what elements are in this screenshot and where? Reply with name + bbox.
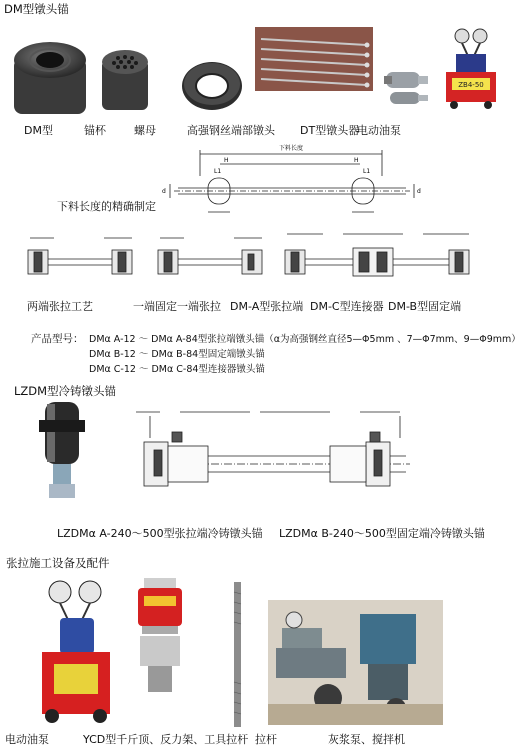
caption-dm-c: DM-C型连接器 — [310, 300, 384, 313]
label-dt-device: DT型镦头器 — [300, 124, 360, 137]
label-dm: DM型 — [24, 124, 53, 137]
dim-cut-length: 下料长度 — [278, 145, 304, 152]
model-line-b: DMα B-12 ～ DMα B-84型固定端镦头锚 — [89, 349, 265, 360]
tool-rod-photo — [228, 582, 246, 732]
label-electric-pump: 电动油泵 — [357, 124, 401, 137]
cold-cast-assembly-diagram — [130, 402, 420, 514]
pump-plate-text: ZB4-50 — [458, 81, 484, 89]
caption-lzdm-a: LZDMα A-240～500型张拉端冷铸镦头锚 — [57, 527, 263, 540]
connector-assembly-diagram — [283, 226, 473, 292]
caption-jack-set: YCD型千斤顶、反力架、工具拉杆 — [83, 733, 249, 746]
steel-wire-photo — [255, 27, 373, 91]
section3-heading: 张拉施工设备及配件 — [6, 556, 110, 570]
ycd-jack-photo — [134, 578, 186, 698]
caption-electric-pump: 电动油泵 — [5, 733, 49, 746]
caption-one-end-fixed: 一端固定一端张拉 — [133, 300, 221, 313]
dim-right-d: d — [417, 188, 421, 195]
one-end-fixed-diagram — [154, 232, 266, 290]
label-wire-head: 高强钢丝端部镦头 — [187, 124, 275, 137]
anchor-cup-photo — [100, 48, 150, 114]
dim-left-d: d — [162, 188, 166, 195]
cut-length-caption: 下料长度的精确制定 — [57, 200, 156, 213]
electric-pump-photo-2 — [40, 578, 112, 726]
caption-rod: 拉杆 — [255, 733, 277, 746]
model-line-a: DMα A-12 ～ DMα A-84型张拉端镦头锚（α为高强钢丝直径5—Φ5mm 、7—Φ7mm、9—Φ9mm） — [89, 334, 521, 345]
caption-grout-mixer: 灰浆泵、搅拌机 — [328, 733, 405, 746]
cut-length-diagram — [160, 140, 425, 220]
dm-anchor-photo — [10, 38, 90, 118]
dim-right-h: H — [354, 157, 359, 164]
caption-lzdm-b: LZDMα B-240～500型固定端冷铸镦头锚 — [279, 527, 485, 540]
models-label: 产品型号： — [31, 333, 84, 345]
caption-dm-a: DM-A型张拉端 — [230, 300, 304, 313]
electric-pump-photo-1 — [442, 28, 500, 110]
grout-pump-mixer-photo — [268, 600, 443, 725]
nut-photo — [180, 56, 244, 112]
section2-heading: LZDM型冷铸镦头锚 — [14, 384, 117, 398]
cold-cast-anchor-photo — [33, 400, 88, 500]
label-nut: 螺母 — [134, 124, 156, 137]
dt-heading-device-photo — [382, 62, 430, 110]
two-end-tension-diagram — [24, 232, 136, 290]
dim-left-h: H — [224, 157, 229, 164]
caption-dm-b: DM-B型固定端 — [388, 300, 462, 313]
model-line-c: DMα C-12 ～ DMα C-84型连接器镦头锚 — [89, 364, 265, 375]
dim-left-l1: L1 — [214, 168, 222, 175]
dim-right-l1: L1 — [363, 168, 371, 175]
caption-two-end-tension: 两端张拉工艺 — [27, 300, 93, 313]
label-anchor-cup: 锚杯 — [84, 124, 106, 137]
section1-heading: DM型镦头锚 — [4, 2, 69, 16]
